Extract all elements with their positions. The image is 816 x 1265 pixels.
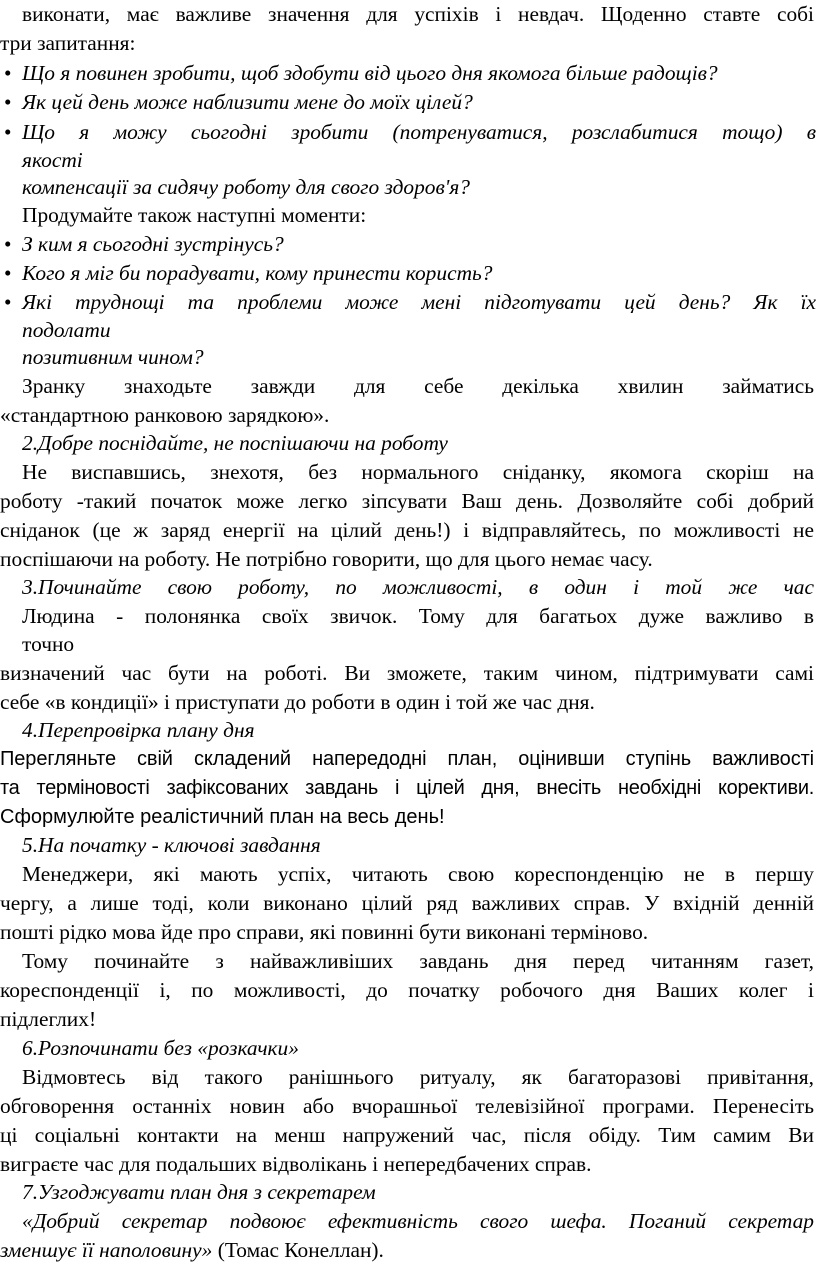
paragraph-line: точно	[22, 632, 75, 656]
paragraph-line: виконати, має важливе значення для успіхів і невдач. Щоденно ставте собі	[22, 2, 814, 26]
paragraph-line: підлеглих!	[0, 1007, 97, 1031]
paragraph-line: поспішаючи на роботу. Не потрібно говорити, що для цього немає часу.	[0, 547, 653, 571]
paragraph-line: Продумайте також наступні моменти:	[22, 203, 367, 227]
paragraph-line: Людина - полонянка своїх звичок. Тому для багатьох дуже важливо в	[22, 604, 814, 628]
quote-line	[0, 1236, 816, 1265]
bullet-text: Які труднощі та проблеми може мені підготувати цей день? Як їх	[22, 290, 816, 314]
section-heading: 6.Розпочинати без «розкачки»	[22, 1036, 299, 1060]
paragraph-line: виграєте час для подальших відволікань і непередбачених справ.	[0, 1152, 592, 1176]
bullet-text: Що я повинен зробити, щоб здобути від цього дня якомога більше радощів?	[22, 61, 718, 85]
quote-line: «Добрий секретар подвоює ефективність свого шефа. Поганий секретар	[22, 1209, 814, 1233]
paragraph-line-bold: та терміновості зафіксованих завдань і цілей дня, внесіть необхідні корективи.	[0, 777, 814, 799]
paragraph-line: обговорення останніх новин або вчорашньої телевізійної програми. Перенесіть	[0, 1094, 814, 1118]
paragraph-line: сніданок (це ж заряд енергії на цілий день!) і відправляйтесь, по можливості не	[0, 518, 814, 542]
paragraph-line-bold: Перегляньте свій складений напередодні план, оцінивши ступінь важливості	[0, 748, 814, 770]
paragraph-line: «стандартною ранковою зарядкою».	[0, 403, 330, 427]
paragraph-line: Зранку знаходьте завжди для себе декілька хвилин займатись	[22, 374, 814, 398]
bullet-text: Кого я міг би порадувати, кому принести користь?	[22, 261, 493, 285]
bullet-text: Що я можу сьогодні зробити (потренуватися, розслабитися тощо) в	[22, 120, 816, 144]
quote-author: (Томас Конеллан).	[212, 1238, 384, 1262]
paragraph-line: роботу -такий початок може легко зіпсувати Ваш день. Дозволяйте собі добрий	[0, 489, 814, 513]
section-heading: 5.На початку - ключові завдання	[22, 833, 321, 857]
bullet-text: З ким я сьогодні зустрінусь?	[22, 232, 284, 256]
bullet-text-continued: компенсації за сидячу роботу для свого здоров'я?	[22, 175, 471, 199]
paragraph-line: Відмовтесь від такого ранішнього ритуалу, як багаторазові привітання,	[22, 1065, 814, 1089]
paragraph-line: ці соціальні контакти на менш напружений час, після обіду. Тим самим Ви	[0, 1123, 814, 1147]
paragraph-line: три запитання:	[0, 31, 136, 55]
quote-text: зменшує її наполовину»	[0, 1238, 213, 1262]
paragraph-line: чергу, а лише тоді, коли виконано цілий ряд важливих справ. У вхідній денній	[0, 891, 814, 915]
paragraph-line: Менеджери, які мають успіх, читають свою кореспонденцію не в першу	[22, 862, 814, 886]
bullet-icon: •	[4, 120, 12, 144]
section-heading: 7.Узгоджувати план дня з секретарем	[22, 1180, 376, 1204]
section-heading: 4.Перепровірка плану дня	[22, 718, 255, 742]
section-heading: 3.Починайте свою роботу, по можливості, в один і той же час	[22, 575, 814, 599]
paragraph-line: себе «в кондиції» і приступати до роботи в один і той же час дня.	[0, 690, 595, 714]
bullet-text-continued: якості	[22, 148, 83, 172]
bullet-text: Як цей день може наблизити мене до моїх цілей?	[22, 90, 473, 114]
paragraph-line: визначений час бути на роботі. Ви зможете, таким чином, підтримувати самі	[0, 661, 814, 685]
paragraph-line: Тому починайте з найважливіших завдань дня перед читанням газет,	[22, 949, 814, 973]
bullet-icon: •	[4, 61, 12, 85]
bullet-icon: •	[4, 261, 12, 285]
bullet-text-continued: подолати	[22, 318, 111, 342]
bullet-icon: •	[4, 232, 12, 256]
paragraph-line: пошті рідко мова йде про справи, які повинні бути виконані терміново.	[0, 920, 649, 944]
paragraph-line-bold: Сформулюйте реалістичний план на весь день!	[0, 806, 445, 828]
bullet-text-continued: позитивним чином?	[22, 345, 204, 369]
bullet-icon: •	[4, 90, 12, 114]
paragraph-line: Не виспавшись, знехотя, без нормального сніданку, якомога скоріш на	[22, 460, 814, 484]
bullet-icon: •	[4, 290, 12, 314]
section-heading: 2.Добре поснідайте, не поспішаючи на роботу	[22, 431, 448, 455]
paragraph-line: кореспонденції і, по можливості, до початку робочого дня Ваших колег і	[0, 978, 814, 1002]
